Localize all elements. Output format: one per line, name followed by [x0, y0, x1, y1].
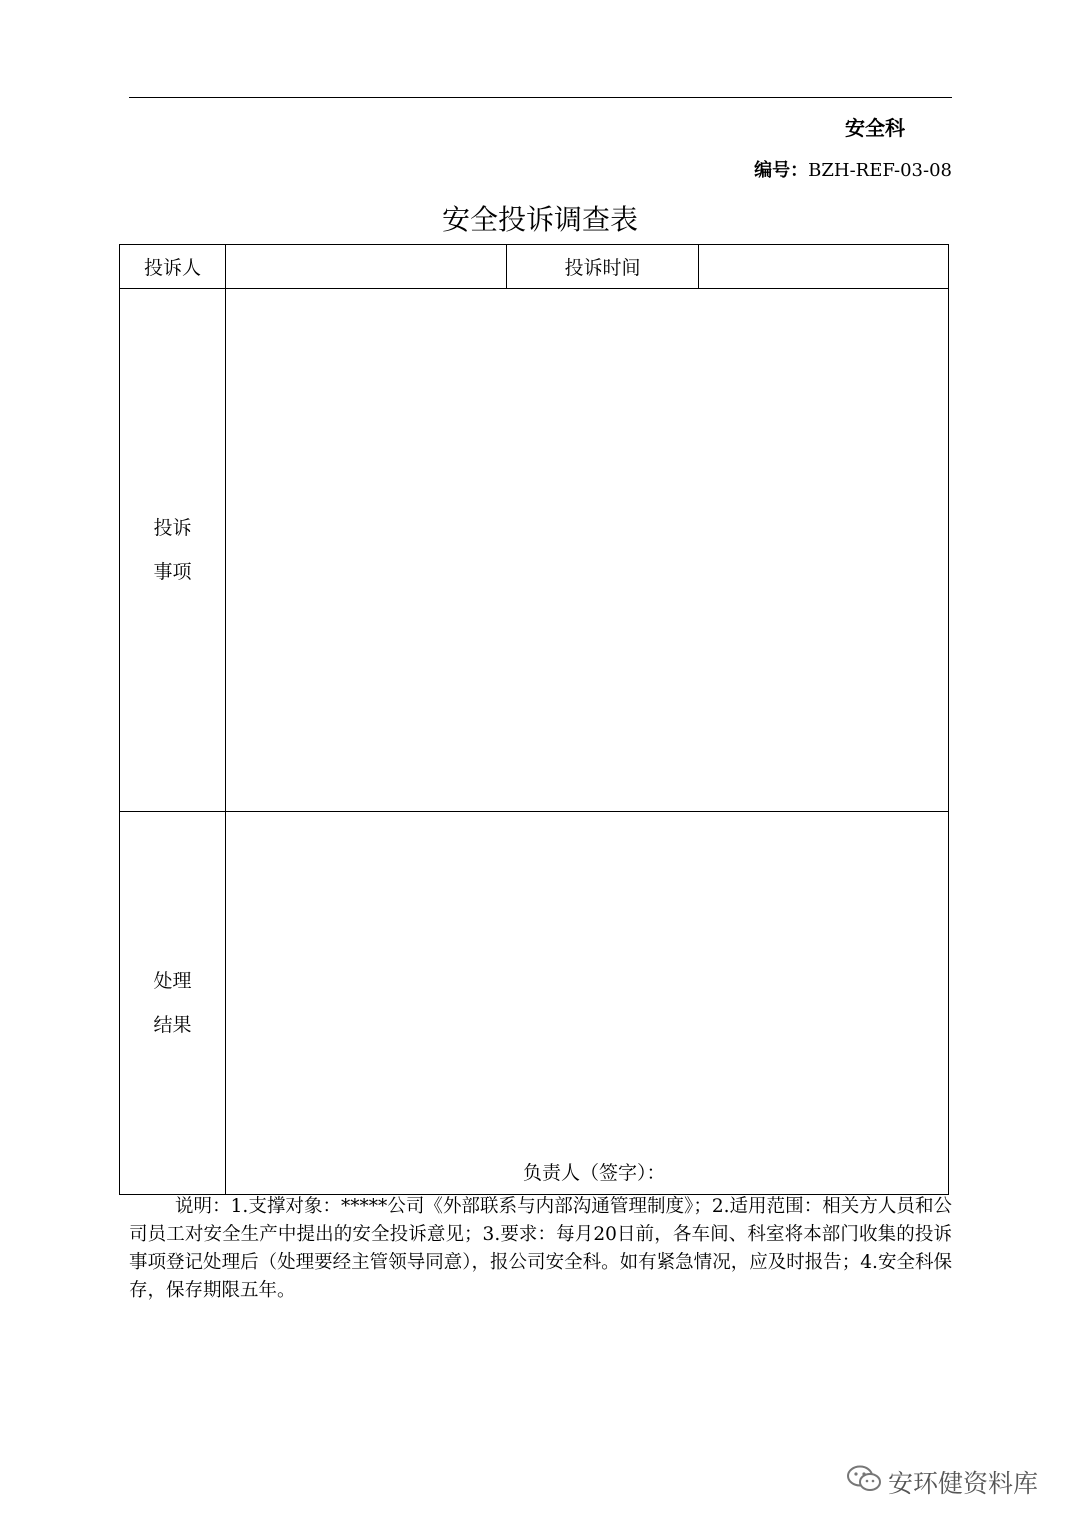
wechat-icon: [846, 1464, 882, 1500]
complaint-time-field[interactable]: [699, 245, 949, 289]
complainant-label: 投诉人: [120, 245, 226, 289]
watermark-text: 安环健资料库: [888, 1469, 1039, 1498]
complaint-time-label: 投诉时间: [507, 245, 699, 289]
document-number: [754, 156, 952, 182]
complaint-items-field[interactable]: [226, 289, 949, 812]
complaint-items-label: [120, 289, 226, 812]
result-label-line2: 结果: [153, 1014, 192, 1036]
complainant-field[interactable]: [226, 245, 507, 289]
result-field[interactable]: [226, 812, 949, 1195]
form-title: 安全投诉调查表: [441, 203, 638, 236]
header-rule: [129, 97, 952, 98]
complaint-items-label-line2: 事项: [153, 561, 192, 583]
result-label-line1: 处理: [153, 970, 192, 992]
watermark: [846, 1462, 1038, 1502]
document-number-label: 编号：: [754, 160, 809, 181]
document-number-value: BZH-REF-03-08: [808, 160, 952, 181]
signature-label: 负责人（签字）：: [523, 1162, 666, 1184]
result-label: [120, 812, 226, 1195]
complaint-items-label-line1: 投诉: [153, 517, 192, 539]
department-label: 安全科: [845, 116, 905, 140]
complaint-form-table: [119, 244, 949, 1195]
form-note: 说明：1.支撑对象：*****公司《外部联系与内部沟通管理制度》；2.适用范围：相关方人员和公司员工对安全生产中提出的安全投诉意见；3.要求：每月20日前，各车间、科室将本部门收集的投诉事项登记处理后（处理要经主管领导同意），报公司安全科。如有紧急情况，应及时报告；4.安全科保存，保存期限五年。: [129, 1196, 952, 1301]
